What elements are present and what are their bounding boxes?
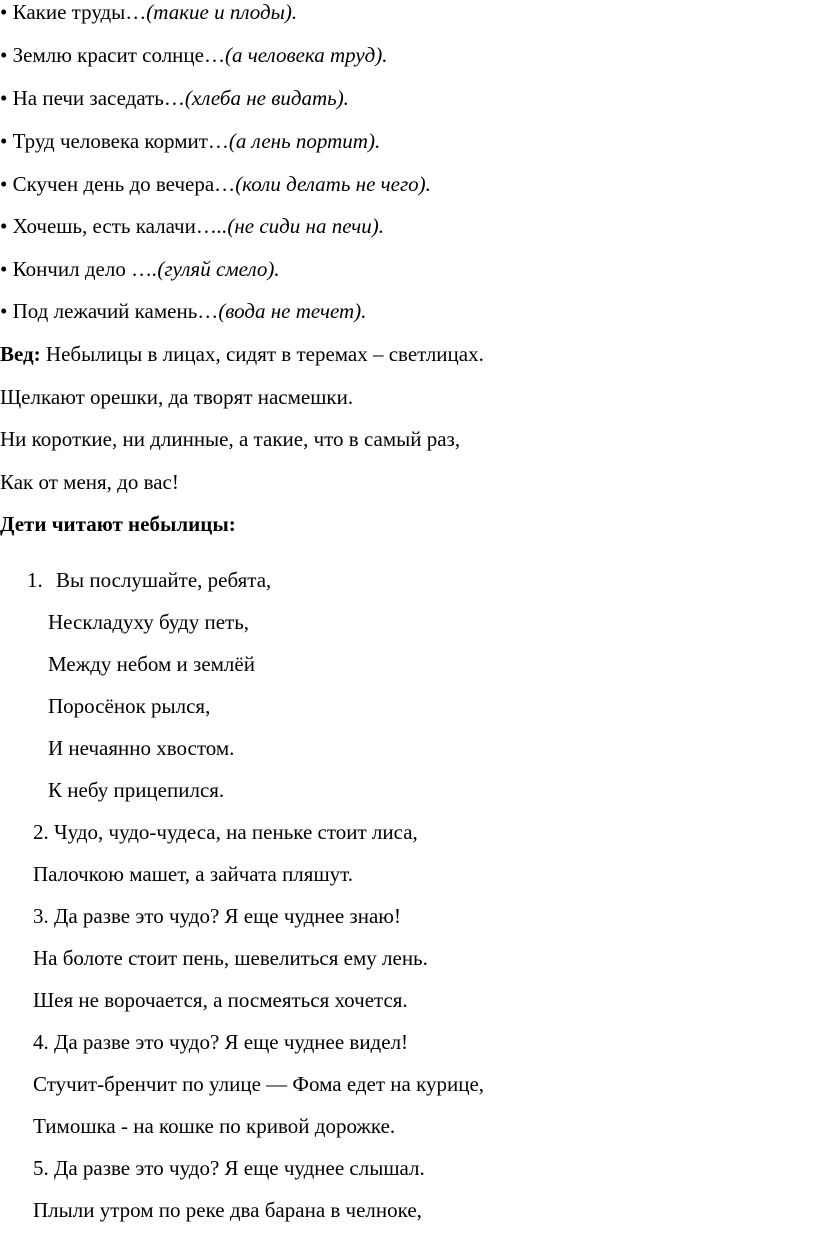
- proverb-8: • Под лежачий камень…(вода не течет).: [0, 299, 367, 323]
- poem-1-line: Поросёнок рылся,: [48, 694, 211, 718]
- poem-1-line: Между небом и землёй: [48, 652, 255, 676]
- proverb-6: • Хочешь, есть калачи…..(не сиди на печи).: [0, 214, 385, 238]
- proverb-5: • Скучен день до вечера…(коли делать не чего).: [0, 172, 431, 196]
- poem-1-line: И нечаянно хвостом.: [48, 736, 235, 760]
- proverb-3: • На печи заседать…(хлеба не видать).: [0, 86, 349, 110]
- proverb-1: • Какие труды…(такие и плоды).: [0, 0, 298, 24]
- proverb-7: • Кончил дело ….(гуляй смело).: [0, 257, 280, 281]
- host-line-2: Щелкают орешки, да творят насмешки.: [0, 385, 354, 409]
- speaker-label: Вед:: [0, 342, 41, 366]
- poem-1-line: Вы послушайте, ребята,: [56, 568, 272, 592]
- stanza-line: 4. Да разве это чудо? Я еще чуднее видел!: [33, 1030, 409, 1054]
- stanza-line: 5. Да разве это чудо? Я еще чуднее слышал.: [33, 1156, 425, 1180]
- stanza-line: Шея не ворочается, а посмеяться хочется.: [33, 988, 408, 1012]
- stanza-line: На болоте стоит пень, шевелиться ему лень.: [33, 946, 428, 970]
- stanza-line: Палочкою машет, а зайчата пляшут.: [33, 862, 353, 886]
- stanza-line: Стучит-бренчит по улице — Фома едет на курице,: [33, 1072, 485, 1096]
- poem-1-line: Нескладуху буду петь,: [48, 610, 250, 634]
- stanza-line: 3. Да разве это чудо? Я еще чуднее знаю!: [33, 904, 401, 928]
- poem-1-number: 1.: [27, 568, 43, 592]
- host-line-3: Ни короткие, ни длинные, а такие, что в самый раз,: [0, 427, 461, 451]
- stanza-line: Тимошка - на кошке по кривой дорожке.: [33, 1114, 396, 1138]
- poem-1-line: К небу прицепился.: [48, 778, 225, 802]
- children-heading: Дети читают небылицы:: [0, 512, 236, 536]
- proverb-4: • Труд человека кормит…(а лень портит).: [0, 129, 381, 153]
- stanza-line: 2. Чудо, чудо-чудеса, на пеньке стоит лиса,: [33, 820, 418, 844]
- stanza-line: Плыли утром по реке два барана в челноке,: [33, 1198, 422, 1222]
- host-line-1: Вед: Небылицы в лицах, сидят в теремах – светлицах.: [0, 342, 484, 366]
- host-line-4: Как от меня, до вас!: [0, 470, 179, 494]
- proverb-2: • Землю красит солнце…(а человека труд).: [0, 43, 388, 67]
